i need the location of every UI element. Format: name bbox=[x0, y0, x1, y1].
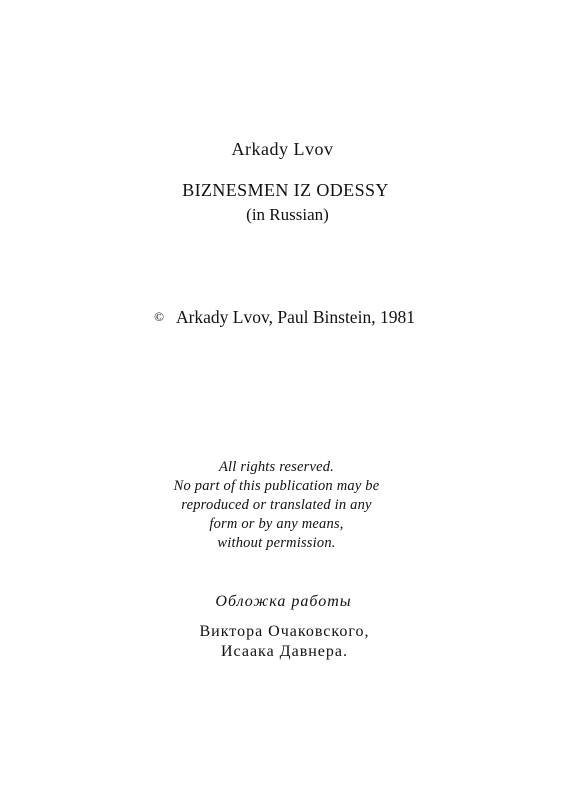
author-name: Arkady Lvov bbox=[231, 139, 334, 159]
rights-line: form or by any means, bbox=[209, 516, 344, 532]
cover-credit-heading: Обложка работы bbox=[215, 593, 352, 610]
copyright-text: Arkady Lvov, Paul Binstein, 1981 bbox=[175, 307, 415, 327]
book-subtitle: (in Russian) bbox=[246, 205, 329, 224]
cover-artist-name: Виктора Очаковского, bbox=[199, 623, 370, 640]
cover-artist-name: Исаака Давнера. bbox=[220, 643, 349, 660]
rights-line: reproduced or translated in any bbox=[181, 497, 372, 513]
rights-line: No part of this publication may be bbox=[173, 478, 380, 494]
cover-credit-names bbox=[0, 622, 570, 662]
rights-statement bbox=[0, 458, 562, 553]
rights-line: without permission. bbox=[217, 535, 336, 551]
copyright-icon: © bbox=[154, 309, 164, 324]
rights-line: All rights reserved. bbox=[218, 459, 334, 475]
book-title: BIZNESMEN IZ ODESSY bbox=[182, 180, 389, 200]
copyright-notice bbox=[0, 307, 570, 328]
